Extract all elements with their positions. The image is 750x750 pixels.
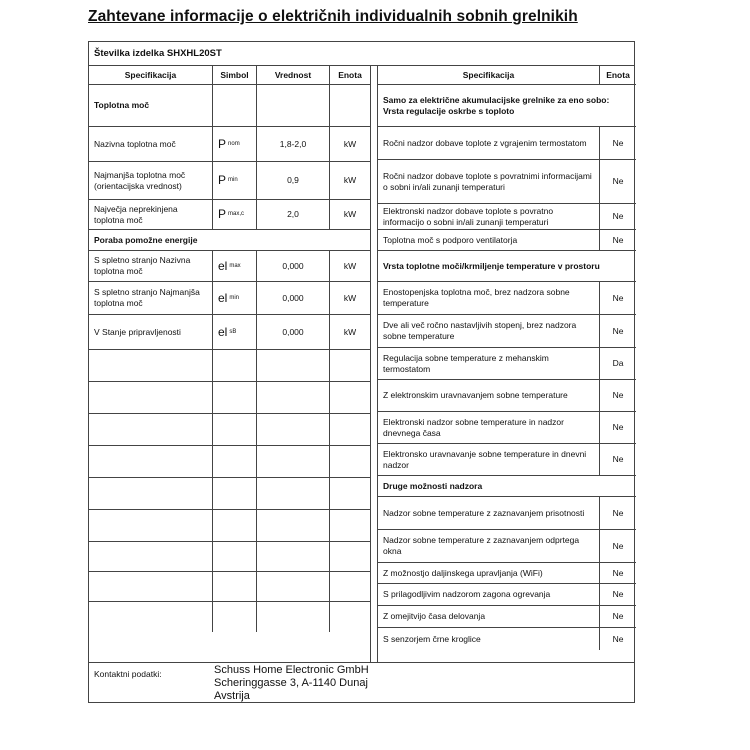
- value-cell: 0,9: [257, 162, 330, 199]
- empty-cell: [213, 446, 257, 477]
- empty-cell: [89, 572, 213, 601]
- empty-cell: [213, 572, 257, 601]
- empty-cell: [89, 478, 213, 509]
- empty-cell: [213, 510, 257, 541]
- empty-cell: [257, 602, 330, 632]
- empty-cell: [89, 350, 213, 381]
- spec-text: Z elektronskim uravnavanjem sobne temperature: [378, 380, 600, 411]
- empty-cell: [89, 446, 213, 477]
- header-unit: Enota: [606, 69, 630, 80]
- table-row: [89, 315, 370, 350]
- empty-cell: [213, 542, 257, 571]
- spec-text: Enostopenjska toplotna moč, brez nadzora sobne temperature: [378, 282, 600, 314]
- right-column: [378, 66, 636, 650]
- empty-cell: [330, 350, 370, 381]
- table-row: [378, 530, 636, 563]
- unit-cell: Ne: [612, 633, 624, 644]
- empty-row: [89, 446, 370, 478]
- table-row: [378, 127, 636, 160]
- spec-text: Nadzor sobne temperature z zaznavanjem odprtega okna: [378, 530, 600, 562]
- table-row: [89, 127, 370, 162]
- section-heading: Druge možnosti nadzora: [383, 480, 483, 491]
- spec-text: Nazivna toplotna moč: [89, 127, 213, 161]
- spec-text: S prilagodljivim nadzorom zagona ogrevanja: [378, 584, 600, 605]
- empty-cell: [89, 602, 213, 632]
- symbol-cell: [213, 282, 257, 314]
- spec-text: Elektronsko uravnavanje sobne temperature in dnevni nadzor: [378, 444, 600, 475]
- section-heading: Poraba pomožne energije: [94, 234, 198, 245]
- table-row: [378, 204, 636, 230]
- section-heading: Samo za električne akumulacijske grelnike za eno sobo: Vrsta regulacije oskrbe s toploto: [383, 94, 610, 116]
- spec-text: Največja neprekinjena toplotna moč: [89, 200, 213, 229]
- table-row: [378, 412, 636, 444]
- spec-text: Elektronski nadzor sobne temperature in nadzor dnevnega časa: [378, 412, 600, 443]
- section-heading-row: [378, 251, 636, 282]
- unit-cell: Ne: [612, 589, 624, 599]
- table-row: [378, 230, 636, 251]
- empty-row: [89, 350, 370, 382]
- unit-cell: Ne: [612, 211, 624, 221]
- table-row: [378, 348, 636, 380]
- contact-country: Avstrija: [214, 690, 250, 702]
- empty-row: [89, 602, 370, 632]
- contact-section: [89, 662, 634, 704]
- empty-cell: [89, 542, 213, 571]
- empty-cell: [330, 446, 370, 477]
- empty-row: [89, 510, 370, 542]
- energy-info-table: [88, 41, 635, 703]
- unit-cell: kW: [343, 260, 357, 271]
- spec-text: S spletno stranjo Nazivna toplotna moč: [89, 251, 213, 281]
- symbol-subscript: max: [229, 262, 241, 269]
- contact-company: Schuss Home Electronic GmbH: [214, 664, 369, 676]
- section-heading-row: [89, 230, 370, 251]
- contact-label: Kontaktni podatki:: [94, 669, 162, 679]
- empty-cell: [213, 85, 257, 126]
- spec-text: S senzorjem črne kroglice: [378, 628, 600, 650]
- symbol-cell: [213, 315, 257, 349]
- empty-cell: [213, 414, 257, 445]
- spec-text: V Stanje pripravljenosti: [89, 315, 213, 349]
- unit-cell: kW: [343, 209, 357, 219]
- empty-cell: [330, 85, 370, 126]
- empty-cell: [89, 414, 213, 445]
- unit-cell: Ne: [612, 325, 624, 336]
- table-row: [378, 628, 636, 650]
- section-heading: Toplotna moč: [89, 85, 213, 126]
- value-cell: 2,0: [257, 200, 330, 229]
- spec-text: Toplotna moč s podporo ventilatorja: [378, 230, 600, 250]
- spec-text: Nadzor sobne temperature z zaznavanjem prisotnosti: [378, 497, 600, 529]
- empty-row: [89, 382, 370, 414]
- spec-text: Najmanjša toplotna moč (orientacijska vrednost): [89, 162, 213, 199]
- spec-text: Z možnostjo daljinskega upravljanja (WiFi): [378, 563, 600, 583]
- symbol-text: P: [218, 173, 227, 187]
- symbol-subscript: max,c: [228, 211, 245, 217]
- empty-cell: [213, 350, 257, 381]
- table-row: [89, 282, 370, 315]
- empty-cell: [330, 382, 370, 413]
- spec-text: S spletno stranjo Najmanjša toplotna moč: [89, 282, 213, 314]
- empty-row: [89, 478, 370, 510]
- symbol-cell: [213, 200, 257, 229]
- spec-text: Z omejitvijo časa delovanja: [378, 606, 600, 627]
- empty-cell: [330, 510, 370, 541]
- unit-cell: kW: [343, 326, 357, 337]
- empty-cell: [330, 602, 370, 632]
- page-title: Zahtevane informacije o električnih individualnih sobnih grelnikih: [88, 8, 578, 25]
- unit-cell: Ne: [612, 540, 624, 551]
- empty-cell: [257, 414, 330, 445]
- symbol-subscript: nom: [228, 140, 240, 147]
- symbol-text: el: [218, 258, 228, 273]
- spec-text: Dve ali več ročno nastavljivih stopenj, brez nadzora sobne temperature: [378, 315, 600, 347]
- symbol-text: el: [218, 324, 228, 339]
- spec-text: Regulacija sobne temperature z mehanskim termostatom: [378, 348, 600, 379]
- empty-cell: [89, 510, 213, 541]
- unit-cell: Ne: [612, 611, 624, 621]
- empty-cell: [257, 350, 330, 381]
- empty-row: [89, 542, 370, 572]
- unit-cell: Ne: [612, 507, 624, 518]
- empty-cell: [213, 478, 257, 509]
- table-row: [378, 606, 636, 628]
- empty-cell: [257, 510, 330, 541]
- table-row: [89, 251, 370, 282]
- table-row: [378, 380, 636, 412]
- section-heading-row: [378, 85, 636, 127]
- contact-details: [214, 664, 369, 703]
- empty-cell: [330, 478, 370, 509]
- empty-cell: [330, 542, 370, 571]
- table-row: [378, 160, 636, 204]
- empty-cell: [257, 478, 330, 509]
- value-cell: 0,000: [257, 251, 330, 281]
- left-header-row: [89, 66, 370, 85]
- empty-cell: [257, 572, 330, 601]
- table-row: [378, 444, 636, 476]
- empty-cell: [213, 382, 257, 413]
- value-cell: 0,000: [257, 282, 330, 314]
- table-row: [89, 162, 370, 200]
- empty-cell: [257, 542, 330, 571]
- empty-cell: [330, 414, 370, 445]
- spec-text: Elektronski nadzor dobave toplote s povratno informacijo o sobni in/ali zunanji temperaturi: [378, 204, 600, 229]
- table-row: [378, 497, 636, 530]
- table-row: [378, 315, 636, 348]
- table-row: [378, 282, 636, 315]
- value-cell: 0,000: [257, 315, 330, 349]
- table-row: [378, 563, 636, 584]
- unit-cell: Ne: [612, 234, 624, 245]
- symbol-text: el: [218, 290, 228, 305]
- empty-row: [89, 572, 370, 602]
- spec-text: Ročni nadzor dobave toplote s povratnimi informacijami o sobni in/ali zunanji temperaturi: [378, 160, 600, 203]
- unit-cell: Ne: [612, 454, 624, 464]
- header-spec: Specifikacija: [89, 66, 213, 84]
- empty-cell: [330, 572, 370, 601]
- symbol-text: P: [218, 207, 227, 221]
- left-column: [89, 66, 370, 632]
- empty-cell: [257, 85, 330, 126]
- empty-cell: [89, 382, 213, 413]
- unit-cell: Ne: [612, 176, 624, 186]
- empty-cell: [257, 382, 330, 413]
- unit-cell: Ne: [612, 567, 624, 578]
- header-spec: Specifikacija: [378, 66, 600, 84]
- symbol-subscript: sB: [229, 328, 237, 335]
- section-heading-row: [89, 85, 370, 127]
- header-symbol: Simbol: [213, 66, 257, 84]
- unit-cell: kW: [343, 292, 357, 303]
- column-gutter: [370, 66, 378, 662]
- spec-text: Ročni nadzor dobave toplote z vgrajenim termostatom: [378, 127, 600, 159]
- empty-cell: [257, 446, 330, 477]
- symbol-cell: [213, 127, 257, 161]
- unit-cell: kW: [343, 175, 357, 185]
- unit-cell: Ne: [612, 292, 624, 303]
- unit-cell: Da: [612, 358, 624, 368]
- symbol-cell: [213, 251, 257, 281]
- symbol-subscript: min: [228, 177, 238, 183]
- symbol-subscript: min: [229, 294, 240, 301]
- empty-cell: [213, 602, 257, 632]
- table-row: [378, 584, 636, 606]
- right-header-row: [378, 66, 636, 85]
- contact-address: Scheringgasse 3, A-1140 Dunaj: [214, 677, 368, 689]
- symbol-text: P: [218, 136, 227, 151]
- value-cell: 1,8-2,0: [257, 127, 330, 161]
- symbol-cell: [213, 162, 257, 199]
- model-number-row: Številka izdelka SHXHL20ST: [89, 42, 634, 66]
- header-unit: Enota: [338, 69, 362, 80]
- unit-cell: kW: [343, 138, 357, 149]
- section-heading: Vrsta toplotne moči/krmiljenje temperature v prostoru: [383, 260, 600, 271]
- unit-cell: Ne: [612, 137, 624, 148]
- header-value: Vrednost: [257, 66, 330, 84]
- table-row: [89, 200, 370, 230]
- unit-cell: Ne: [612, 422, 624, 432]
- section-heading-row: [378, 476, 636, 497]
- empty-row: [89, 414, 370, 446]
- unit-cell: Ne: [612, 390, 624, 400]
